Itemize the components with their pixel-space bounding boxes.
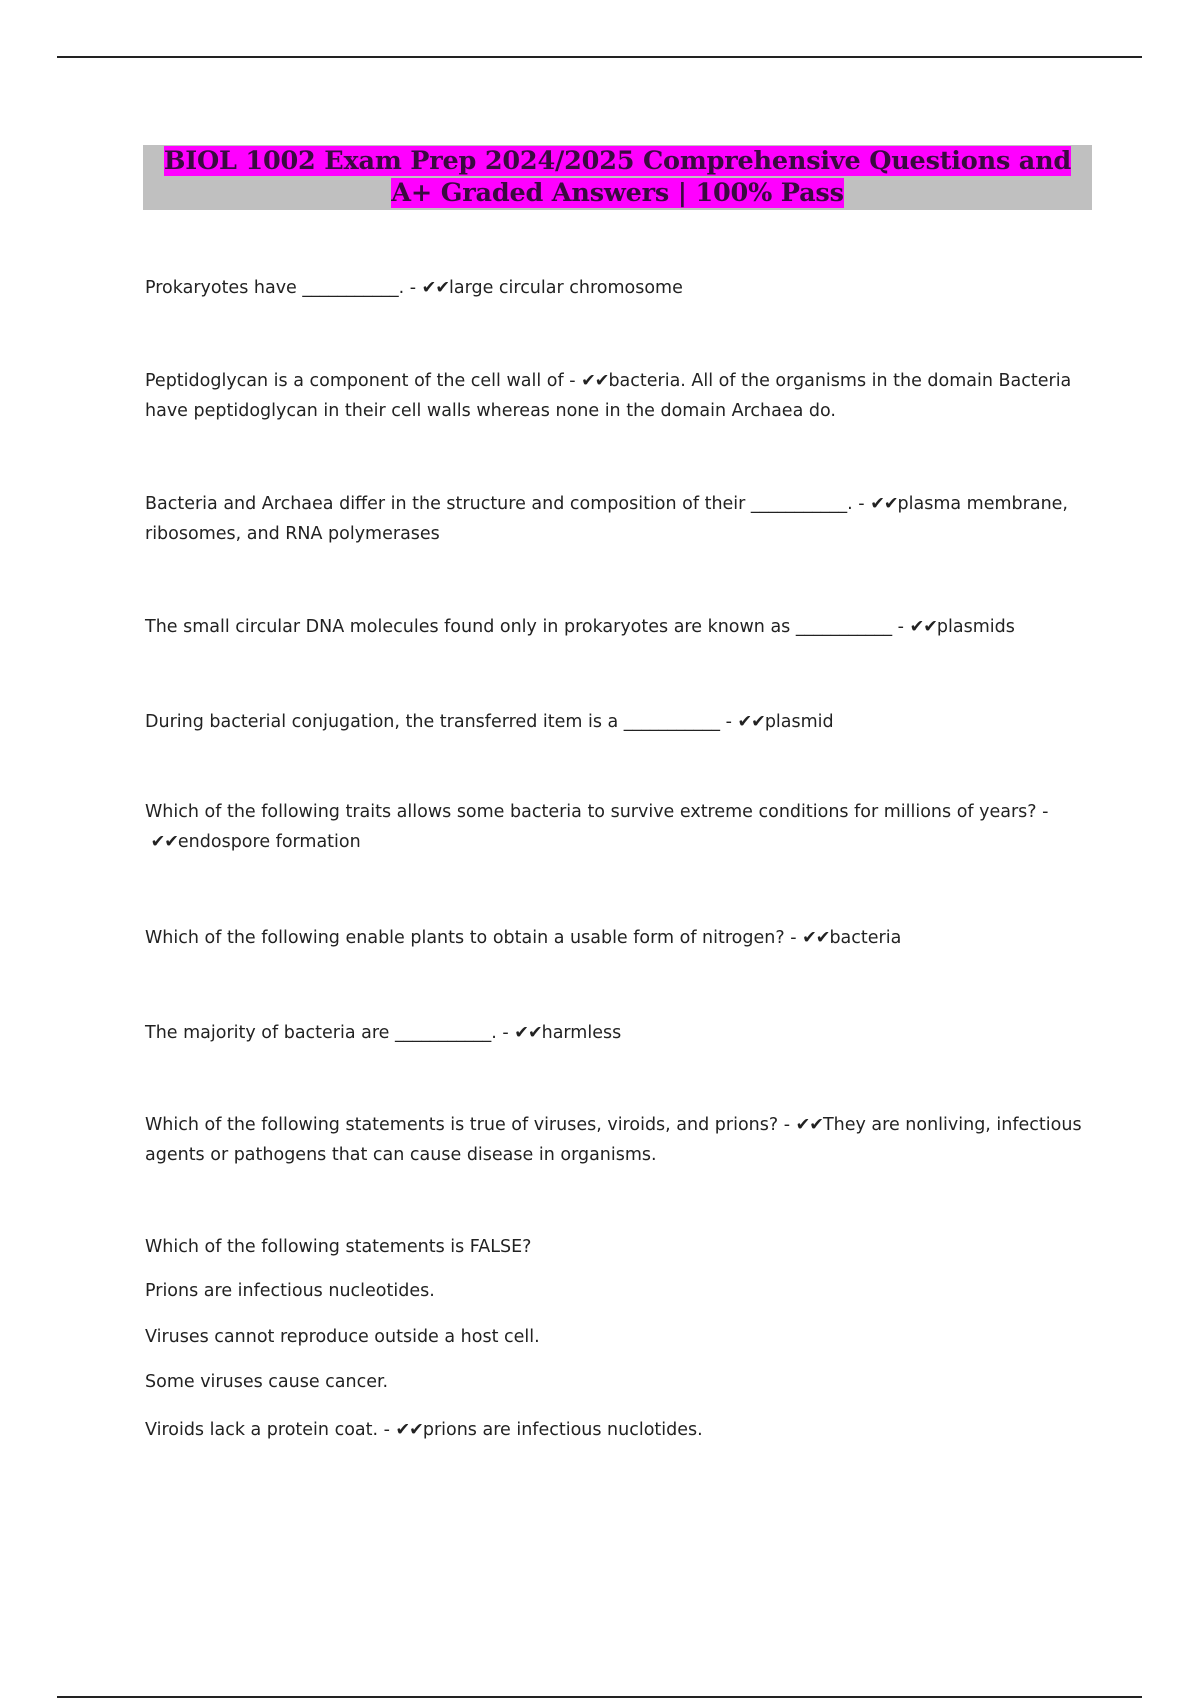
check-mark-icon: ✔✔: [737, 712, 765, 732]
answer-text: plasma membrane, ribosomes, and RNA polymerases: [145, 494, 1068, 544]
qa-item-10-option: Prions are infectious nucleotides.: [145, 1281, 435, 1301]
check-mark-icon: ✔✔: [802, 928, 830, 948]
question-text: Which of the following enable plants to obtain a usable form of nitrogen? -: [145, 928, 797, 948]
question-text: Which of the following statements is true of viruses, viroids, and prions? -: [145, 1115, 791, 1135]
qa-item-8: [145, 1018, 1090, 1048]
qa-item-3: [145, 489, 1090, 549]
check-mark-icon: ✔✔: [514, 1023, 542, 1043]
question-text: Bacteria and Archaea differ in the structure and composition of their ___________. -: [145, 494, 865, 514]
answer-text: plasmids: [936, 617, 1015, 637]
check-mark-icon: ✔✔: [421, 278, 449, 298]
answer-text: bacteria. All of the organisms in the domain Bacteria have peptidoglycan in their cell walls whereas none in the domain Archaea do.: [145, 371, 1072, 421]
footer-rule: [57, 1696, 1142, 1698]
document-title-band: [143, 145, 1092, 210]
answer-text: harmless: [541, 1023, 622, 1043]
question-text: Peptidoglycan is a component of the cell wall of -: [145, 371, 576, 391]
question-text: During bacterial conjugation, the transferred item is a ___________ -: [145, 712, 732, 732]
qa-item-10-option: Some viruses cause cancer.: [145, 1372, 389, 1392]
answer-text: bacteria: [829, 928, 902, 948]
qa-item-5: [145, 707, 1090, 737]
check-mark-icon: ✔✔: [795, 1115, 823, 1135]
question-text: Viroids lack a protein coat. -: [145, 1420, 390, 1440]
answer-text: endospore formation: [177, 832, 361, 852]
check-mark-icon: ✔✔: [150, 832, 178, 852]
question-text: The majority of bacteria are ___________. -: [145, 1023, 509, 1043]
qa-item-9: [145, 1110, 1090, 1170]
question-text: The small circular DNA molecules found only in prokaryotes are known as ___________ -: [145, 617, 904, 637]
qa-item-10-option: Viruses cannot reproduce outside a host cell.: [145, 1327, 540, 1347]
header-rule: [57, 56, 1142, 58]
qa-item-4: [145, 612, 1090, 642]
answer-text: prions are infectious nuclotides.: [422, 1420, 703, 1440]
document-title: BIOL 1002 Exam Prep 2024/2025 Comprehensive Questions and A+ Graded Answers | 100% Pass: [163, 146, 1072, 208]
check-mark-icon: ✔✔: [909, 617, 937, 637]
qa-item-1: [145, 273, 1090, 303]
check-mark-icon: ✔✔: [581, 371, 609, 391]
question-text: Which of the following traits allows some bacteria to survive extreme conditions for millions of years? -: [145, 802, 1049, 822]
question-text: Prokaryotes have ___________. -: [145, 278, 417, 298]
answer-text: plasmid: [764, 712, 834, 732]
answer-text: large circular chromosome: [448, 278, 683, 298]
qa-item-6: [145, 797, 1090, 857]
qa-item-10-question: Which of the following statements is FALSE?: [145, 1237, 532, 1257]
qa-item-10: [145, 1415, 1090, 1445]
qa-item-2: [145, 366, 1090, 426]
check-mark-icon: ✔✔: [395, 1420, 423, 1440]
qa-item-7: [145, 923, 1090, 953]
check-mark-icon: ✔✔: [870, 494, 898, 514]
answer-text: They are nonliving, infectious agents or pathogens that can cause disease in organisms.: [145, 1115, 1082, 1165]
